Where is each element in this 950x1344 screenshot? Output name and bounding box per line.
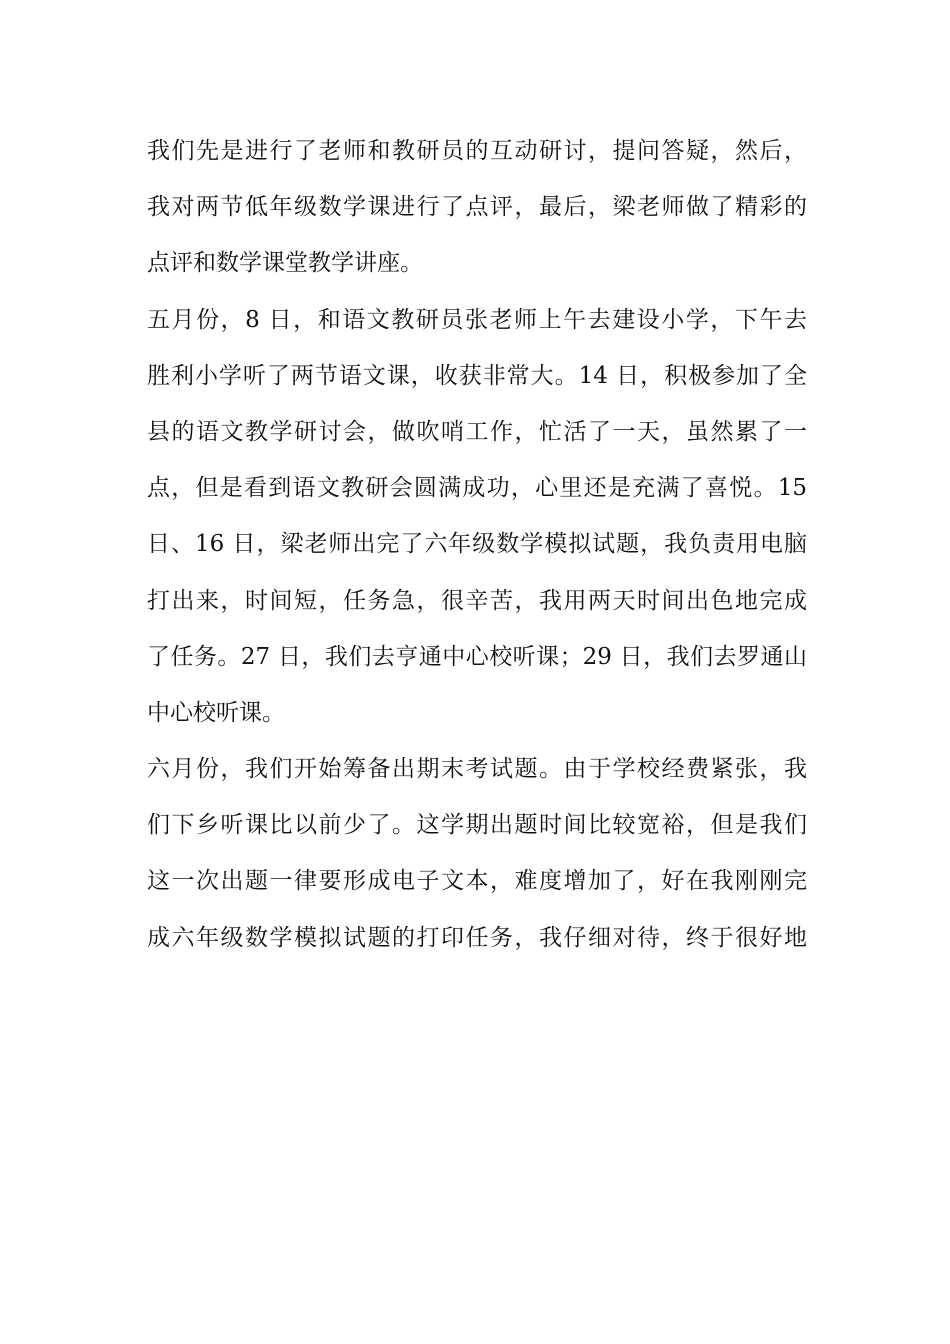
- text-line: 日、16 日，梁老师出完了六年级数学模拟试题，我负责用电脑: [147, 531, 807, 558]
- text-line: 点，但是看到语文教研会圆满成功，心里还是充满了喜悦。15: [147, 475, 807, 502]
- text-line: 成六年级数学模拟试题的打印任务，我仔细对待，终于很好地: [147, 924, 807, 951]
- text-line: 们下乡听课比以前少了。这学期出题时间比较宽裕，但是我们: [147, 812, 807, 839]
- text-line: 六月份，我们开始筹备出期末考试题。由于学校经费紧张，我: [147, 756, 807, 783]
- text-line: 这一次出题一律要形成电子文本，难度增加了，好在我刚刚完: [147, 868, 807, 895]
- text-line: 五月份，8 日，和语文教研员张老师上午去建设小学，下午去: [147, 306, 807, 333]
- text-line: 我们先是进行了老师和教研员的互动研讨，提问答疑，然后，: [147, 138, 807, 164]
- body-text: [147, 128, 807, 971]
- text-line: 了任务。27 日，我们去亨通中心校听课；29 日，我们去罗通山: [147, 643, 807, 670]
- text-line: 我对两节低年级数学课进行了点评，最后，梁老师做了精彩的: [147, 194, 807, 221]
- text-line: 点评和数学课堂教学讲座。: [147, 250, 423, 277]
- text-line: 县的语文教学研讨会，做吹哨工作，忙活了一天，虽然累了一: [147, 418, 807, 445]
- text-line: 中心校听课。: [147, 699, 285, 726]
- text-line: 胜利小学听了两节语文课，收获非常大。14 日，积极参加了全: [147, 362, 807, 389]
- text-line: 打出来，时间短，任务急，很辛苦，我用两天时间出色地完成: [147, 587, 807, 614]
